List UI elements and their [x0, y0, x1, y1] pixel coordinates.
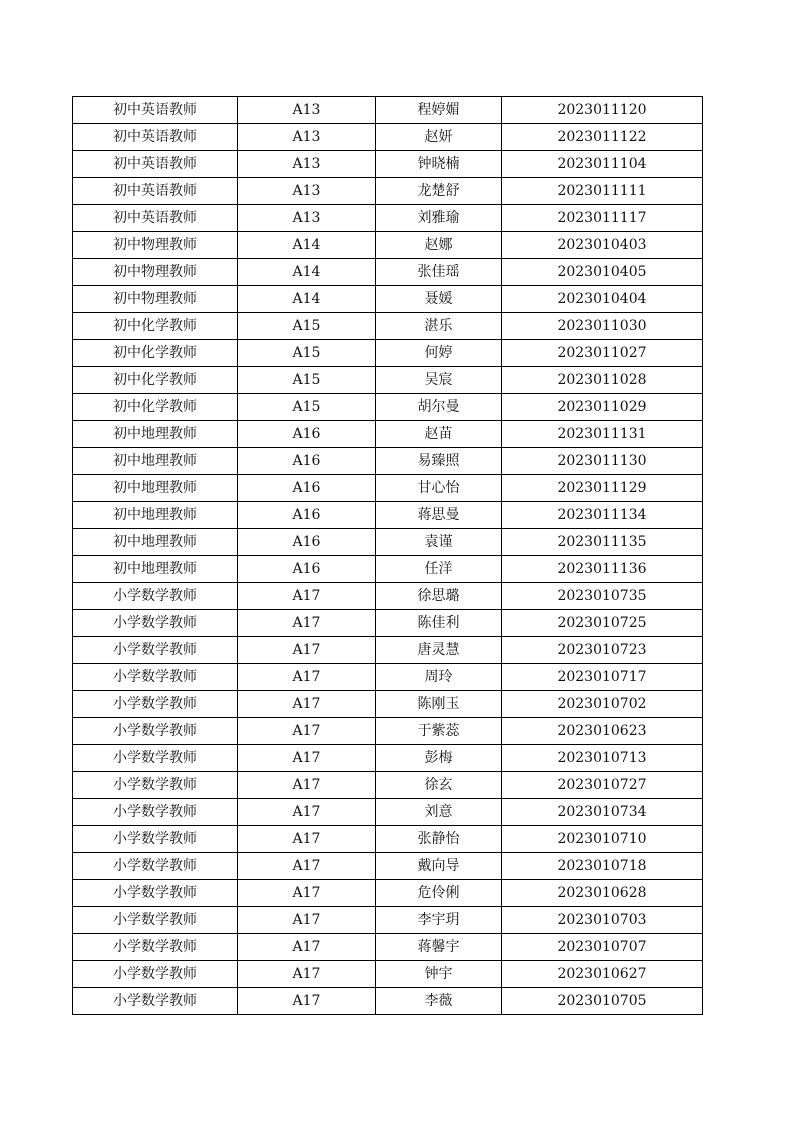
- position-code-cell: A17: [238, 610, 376, 637]
- position-code-cell: A16: [238, 421, 376, 448]
- position-cell: 初中英语教师: [73, 124, 238, 151]
- position-cell: 初中地理教师: [73, 502, 238, 529]
- ticket-number-cell: 2023010404: [502, 286, 703, 313]
- position-code-cell: A13: [238, 124, 376, 151]
- table-row: [73, 583, 703, 610]
- ticket-number-cell: 2023010628: [502, 880, 703, 907]
- name-cell: 钟晓楠: [376, 151, 502, 178]
- position-cell: 小学数学教师: [73, 745, 238, 772]
- ticket-number-cell: 2023010718: [502, 853, 703, 880]
- table-row: [73, 826, 703, 853]
- ticket-number-cell: 2023011122: [502, 124, 703, 151]
- table-row: [73, 448, 703, 475]
- name-cell: 刘雅瑜: [376, 205, 502, 232]
- position-code-cell: A16: [238, 475, 376, 502]
- name-cell: 袁谨: [376, 529, 502, 556]
- position-cell: 小学数学教师: [73, 664, 238, 691]
- ticket-number-cell: 2023011104: [502, 151, 703, 178]
- position-code-cell: A15: [238, 340, 376, 367]
- position-cell: 初中地理教师: [73, 556, 238, 583]
- ticket-number-cell: 2023010702: [502, 691, 703, 718]
- position-cell: 初中物理教师: [73, 259, 238, 286]
- name-cell: 徐思璐: [376, 583, 502, 610]
- ticket-number-cell: 2023011134: [502, 502, 703, 529]
- position-cell: 初中地理教师: [73, 421, 238, 448]
- name-cell: 彭梅: [376, 745, 502, 772]
- position-code-cell: A13: [238, 178, 376, 205]
- ticket-number-cell: 2023011028: [502, 367, 703, 394]
- position-cell: 小学数学教师: [73, 826, 238, 853]
- name-cell: 赵娜: [376, 232, 502, 259]
- name-cell: 于紫蕊: [376, 718, 502, 745]
- table-row: [73, 97, 703, 124]
- position-code-cell: A14: [238, 286, 376, 313]
- position-code-cell: A13: [238, 97, 376, 124]
- position-cell: 小学数学教师: [73, 907, 238, 934]
- table-row: [73, 664, 703, 691]
- name-cell: 张佳瑶: [376, 259, 502, 286]
- name-cell: 危伶俐: [376, 880, 502, 907]
- position-code-cell: A17: [238, 718, 376, 745]
- position-code-cell: A17: [238, 826, 376, 853]
- table-row: [73, 745, 703, 772]
- ticket-number-cell: 2023011027: [502, 340, 703, 367]
- position-code-cell: A16: [238, 448, 376, 475]
- position-cell: 初中化学教师: [73, 313, 238, 340]
- table-row: [73, 610, 703, 637]
- position-cell: 初中地理教师: [73, 448, 238, 475]
- position-code-cell: A13: [238, 205, 376, 232]
- name-cell: 李宇玥: [376, 907, 502, 934]
- ticket-number-cell: 2023010713: [502, 745, 703, 772]
- table-row: [73, 556, 703, 583]
- ticket-number-cell: 2023011117: [502, 205, 703, 232]
- table-row: [73, 124, 703, 151]
- position-code-cell: A17: [238, 583, 376, 610]
- table-row: [73, 934, 703, 961]
- position-cell: 小学数学教师: [73, 961, 238, 988]
- position-cell: 小学数学教师: [73, 637, 238, 664]
- table-row: [73, 340, 703, 367]
- position-cell: 初中物理教师: [73, 232, 238, 259]
- ticket-number-cell: 2023011130: [502, 448, 703, 475]
- table-row: [73, 232, 703, 259]
- name-cell: 张静怡: [376, 826, 502, 853]
- roster-body: [73, 97, 703, 1015]
- name-cell: 聂媛: [376, 286, 502, 313]
- ticket-number-cell: 2023011030: [502, 313, 703, 340]
- table-row: [73, 718, 703, 745]
- position-code-cell: A16: [238, 502, 376, 529]
- name-cell: 唐灵慧: [376, 637, 502, 664]
- table-row: [73, 988, 703, 1015]
- position-cell: 小学数学教师: [73, 583, 238, 610]
- name-cell: 徐玄: [376, 772, 502, 799]
- ticket-number-cell: 2023010627: [502, 961, 703, 988]
- position-code-cell: A14: [238, 259, 376, 286]
- ticket-number-cell: 2023011135: [502, 529, 703, 556]
- position-cell: 初中地理教师: [73, 475, 238, 502]
- table-row: [73, 502, 703, 529]
- table-row: [73, 907, 703, 934]
- position-cell: 小学数学教师: [73, 610, 238, 637]
- name-cell: 任洋: [376, 556, 502, 583]
- name-cell: 蒋思曼: [376, 502, 502, 529]
- position-code-cell: A13: [238, 151, 376, 178]
- table-row: [73, 772, 703, 799]
- ticket-number-cell: 2023010717: [502, 664, 703, 691]
- position-cell: 小学数学教师: [73, 799, 238, 826]
- table-row: [73, 205, 703, 232]
- position-cell: 小学数学教师: [73, 880, 238, 907]
- position-code-cell: A14: [238, 232, 376, 259]
- ticket-number-cell: 2023010710: [502, 826, 703, 853]
- name-cell: 何婷: [376, 340, 502, 367]
- name-cell: 程婷媚: [376, 97, 502, 124]
- ticket-number-cell: 2023011029: [502, 394, 703, 421]
- position-code-cell: A16: [238, 529, 376, 556]
- table-row: [73, 475, 703, 502]
- name-cell: 刘意: [376, 799, 502, 826]
- name-cell: 湛乐: [376, 313, 502, 340]
- ticket-number-cell: 2023010735: [502, 583, 703, 610]
- position-cell: 初中英语教师: [73, 205, 238, 232]
- ticket-number-cell: 2023010623: [502, 718, 703, 745]
- position-code-cell: A15: [238, 313, 376, 340]
- position-code-cell: A16: [238, 556, 376, 583]
- table-row: [73, 286, 703, 313]
- table-row: [73, 799, 703, 826]
- ticket-number-cell: 2023010705: [502, 988, 703, 1015]
- name-cell: 吴宸: [376, 367, 502, 394]
- table-row: [73, 259, 703, 286]
- table-row: [73, 421, 703, 448]
- position-code-cell: A17: [238, 988, 376, 1015]
- ticket-number-cell: 2023010727: [502, 772, 703, 799]
- table-row: [73, 853, 703, 880]
- position-cell: 初中英语教师: [73, 97, 238, 124]
- position-cell: 小学数学教师: [73, 934, 238, 961]
- ticket-number-cell: 2023011120: [502, 97, 703, 124]
- position-code-cell: A17: [238, 691, 376, 718]
- position-code-cell: A17: [238, 799, 376, 826]
- position-code-cell: A17: [238, 934, 376, 961]
- ticket-number-cell: 2023011136: [502, 556, 703, 583]
- table-row: [73, 313, 703, 340]
- position-cell: 初中英语教师: [73, 178, 238, 205]
- position-cell: 初中物理教师: [73, 286, 238, 313]
- position-code-cell: A17: [238, 637, 376, 664]
- position-code-cell: A17: [238, 907, 376, 934]
- table-row: [73, 394, 703, 421]
- position-code-cell: A17: [238, 961, 376, 988]
- name-cell: 钟宇: [376, 961, 502, 988]
- name-cell: 戴向导: [376, 853, 502, 880]
- table-row: [73, 367, 703, 394]
- ticket-number-cell: 2023010707: [502, 934, 703, 961]
- name-cell: 陈刚玉: [376, 691, 502, 718]
- name-cell: 赵苗: [376, 421, 502, 448]
- name-cell: 蒋馨宇: [376, 934, 502, 961]
- position-code-cell: A17: [238, 772, 376, 799]
- position-cell: 初中化学教师: [73, 367, 238, 394]
- position-cell: 初中地理教师: [73, 529, 238, 556]
- ticket-number-cell: 2023010723: [502, 637, 703, 664]
- position-cell: 初中化学教师: [73, 340, 238, 367]
- table-row: [73, 151, 703, 178]
- position-code-cell: A17: [238, 745, 376, 772]
- table-row: [73, 637, 703, 664]
- position-cell: 初中英语教师: [73, 151, 238, 178]
- position-code-cell: A17: [238, 664, 376, 691]
- ticket-number-cell: 2023010725: [502, 610, 703, 637]
- ticket-number-cell: 2023010405: [502, 259, 703, 286]
- position-code-cell: A17: [238, 880, 376, 907]
- name-cell: 周玲: [376, 664, 502, 691]
- position-code-cell: A15: [238, 367, 376, 394]
- position-cell: 小学数学教师: [73, 988, 238, 1015]
- candidate-roster-table: [72, 96, 703, 1015]
- table-row: [73, 880, 703, 907]
- position-cell: 小学数学教师: [73, 853, 238, 880]
- ticket-number-cell: 2023010403: [502, 232, 703, 259]
- name-cell: 胡尔曼: [376, 394, 502, 421]
- position-cell: 小学数学教师: [73, 772, 238, 799]
- table-row: [73, 178, 703, 205]
- ticket-number-cell: 2023011129: [502, 475, 703, 502]
- position-code-cell: A15: [238, 394, 376, 421]
- table-row: [73, 529, 703, 556]
- table-row: [73, 961, 703, 988]
- name-cell: 甘心怡: [376, 475, 502, 502]
- name-cell: 李薇: [376, 988, 502, 1015]
- name-cell: 易臻照: [376, 448, 502, 475]
- ticket-number-cell: 2023011111: [502, 178, 703, 205]
- ticket-number-cell: 2023011131: [502, 421, 703, 448]
- position-code-cell: A17: [238, 853, 376, 880]
- ticket-number-cell: 2023010734: [502, 799, 703, 826]
- position-cell: 小学数学教师: [73, 691, 238, 718]
- position-cell: 初中化学教师: [73, 394, 238, 421]
- table-row: [73, 691, 703, 718]
- name-cell: 赵妍: [376, 124, 502, 151]
- name-cell: 陈佳利: [376, 610, 502, 637]
- ticket-number-cell: 2023010703: [502, 907, 703, 934]
- position-cell: 小学数学教师: [73, 718, 238, 745]
- name-cell: 龙楚舒: [376, 178, 502, 205]
